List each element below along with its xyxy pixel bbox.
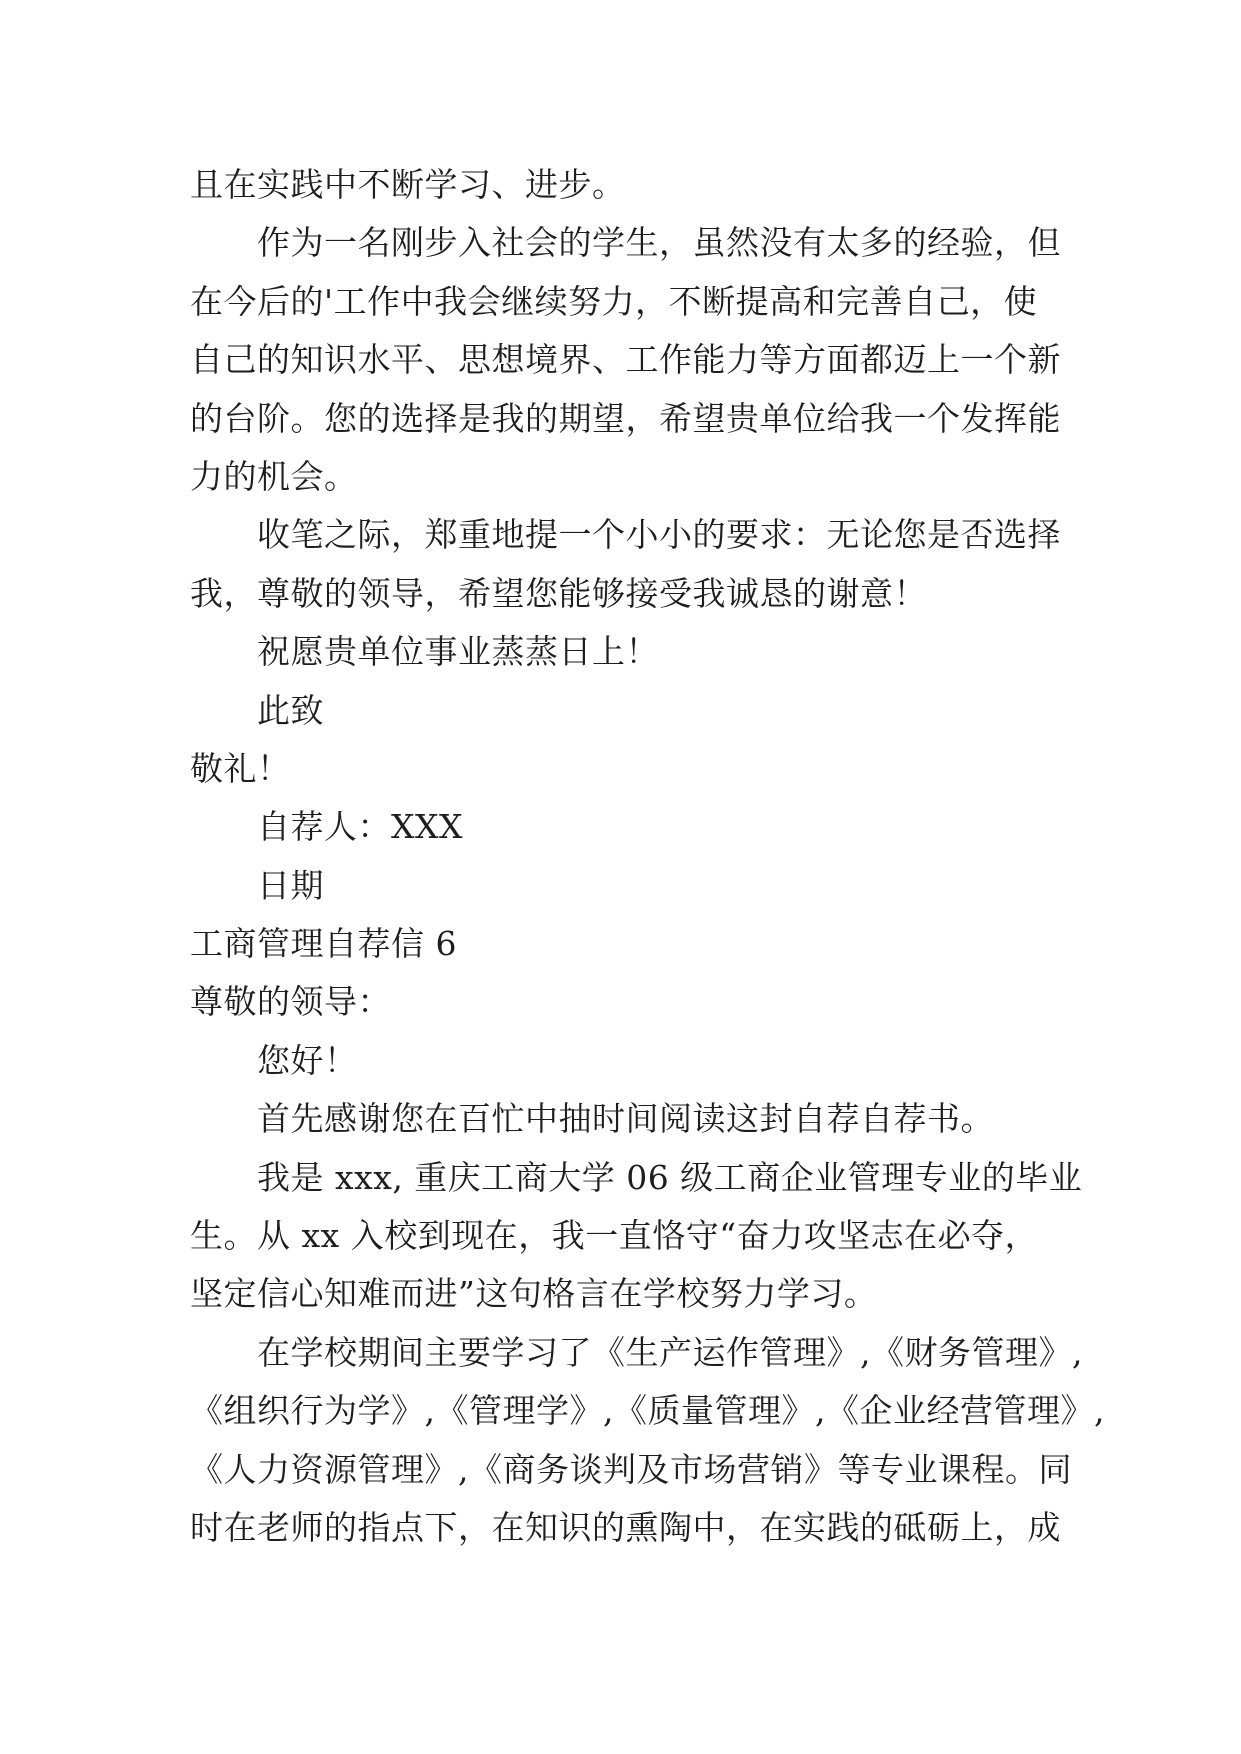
section-heading: 工商管理自荐信 6 (190, 924, 457, 964)
text-line: 《组织行为学》,《管理学》,《质量管理》,《企业经营管理》, (190, 1391, 1105, 1431)
text-line: 尊敬的领导： (190, 982, 391, 1022)
text-line: 敬礼！ (190, 748, 291, 788)
text-line: 作为一名刚步入社会的学生，虽然没有太多的经验，但 (257, 223, 1061, 263)
text-line: 的台阶。您的选择是我的期望，希望贵单位给我一个发挥能 (190, 398, 1061, 438)
text-line: 《人力资源管理》,《商务谈判及市场营销》等专业课程。同 (190, 1449, 1072, 1489)
text-line: 坚定信心知难而进”这句格言在学校努力学习。 (190, 1274, 878, 1314)
text-line: 首先感谢您在百忙中抽时间阅读这封自荐自荐书。 (257, 1099, 994, 1139)
text-line: 且在实践中不断学习、进步。 (190, 165, 626, 204)
text-line: 自己的知识水平、思想境界、工作能力等方面都迈上一个新 (190, 340, 1061, 380)
text-line: 生。从 xx 入校到现在，我一直恪守“奋力攻坚志在必夺， (190, 1216, 1039, 1256)
text-line: 在今后的'工作中我会继续努力，不断提高和完善自己，使 (190, 281, 1038, 321)
text-line: 自荐人：XXX (257, 807, 463, 847)
document-body (190, 156, 1110, 1557)
text-line: 您好！ (257, 1040, 358, 1080)
text-line: 此致 (257, 690, 324, 730)
text-line: 我是 xxx, 重庆工商大学 06 级工商企业管理专业的毕业 (257, 1157, 1083, 1197)
text-line: 在学校期间主要学习了《生产运作管理》,《财务管理》, (257, 1332, 1083, 1372)
text-line: 收笔之际，郑重地提一个小小的要求：无论您是否选择 (257, 515, 1061, 555)
text-line: 祝愿贵单位事业蒸蒸日上！ (257, 632, 659, 672)
text-line: 力的机会。 (190, 456, 358, 496)
text-line: 日期 (257, 865, 324, 905)
text-line: 我，尊敬的领导，希望您能够接受我诚恳的谢意！ (190, 573, 927, 613)
text-line: 时在老师的指点下，在知识的熏陶中，在实践的砥砺上，成 (190, 1507, 1061, 1547)
